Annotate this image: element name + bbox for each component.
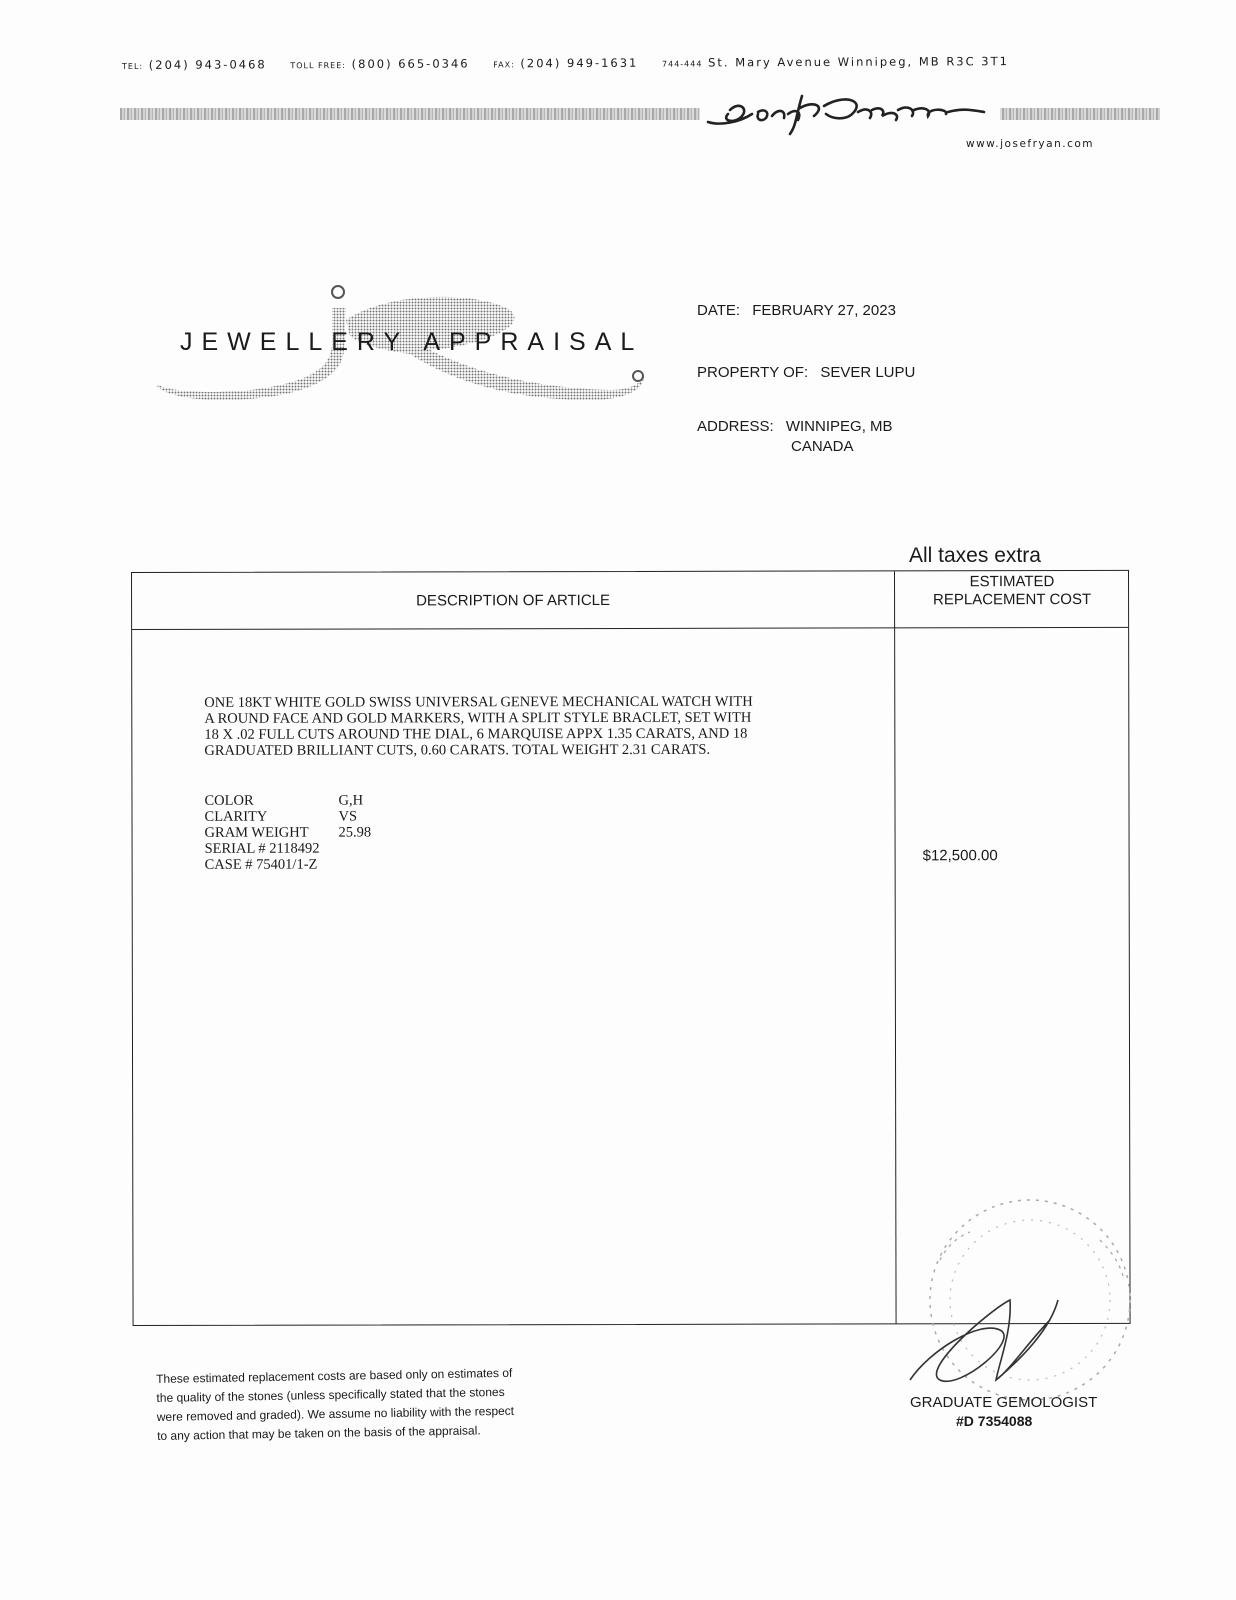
spec-label: GRAM WEIGHT: [204, 824, 309, 841]
property-row: [697, 364, 915, 381]
disclaimer-line: the quality of the stones (unless specifically stated that the stones: [156, 1384, 505, 1405]
letterhead-band: [120, 108, 1160, 120]
address-line1: WINNIPEG, MB: [785, 418, 893, 435]
property-value: SEVER LUPU: [820, 364, 916, 381]
disclaimer-line: were removed and graded). We assume no liability with the respect: [156, 1403, 515, 1424]
spec-label: SERIAL # 2118492: [204, 840, 320, 857]
description-line: ONE 18KT WHITE GOLD SWISS UNIVERSAL GENEVE MECHANICAL WATCH WITH: [204, 693, 753, 711]
header-divider: [132, 627, 1128, 630]
column-divider: [894, 571, 897, 1323]
date-row: [697, 302, 896, 319]
spec-value: G,H: [338, 792, 364, 809]
spec-color: [204, 792, 371, 808]
tel-number: (204) 943-0468: [148, 57, 267, 72]
replacement-cost-value: $12,500.00: [922, 847, 998, 865]
description-column-header: DESCRIPTION OF ARTICLE: [416, 591, 611, 610]
article-specs: [204, 792, 371, 872]
tollfree-number: (800) 665-0346: [351, 56, 470, 71]
website: www.josefryan.com: [966, 138, 1094, 150]
suite-number: 744-444: [661, 59, 703, 69]
description-line: 18 X .02 FULL CUTS AROUND THE DIAL, 6 MARQUISE APPX 1.35 CARATS, AND 18: [204, 725, 748, 743]
disclaimer: [156, 1363, 577, 1446]
disclaimer-line: These estimated replacement costs are based only on estimates of: [156, 1365, 513, 1386]
address-label: ADDRESS:: [697, 418, 774, 435]
spec-label: CLARITY: [204, 808, 268, 825]
tollfree-label: TOLL FREE:: [290, 61, 346, 71]
spec-value: 25.98: [338, 824, 372, 841]
description-line: A ROUND FACE AND GOLD MARKERS, WITH A SPLIT STYLE BRACLET, SET WITH: [204, 709, 752, 727]
signatory-title: GRADUATE GEMOLOGIST: [910, 1394, 1098, 1411]
taxes-note: All taxes extra: [909, 544, 1041, 567]
cost-header-line1: ESTIMATED: [969, 573, 1055, 591]
description-line: GRADUATED BRILLIANT CUTS, 0.60 CARATS. TOTAL WEIGHT 2.31 CARATS.: [204, 741, 711, 759]
fax-number: (204) 949-1631: [520, 55, 639, 71]
spec-label: COLOR: [204, 792, 254, 809]
spec-value: VS: [338, 808, 358, 825]
property-label: PROPERTY OF:: [697, 364, 809, 381]
letterhead-contact: [122, 54, 1009, 72]
street-address: St. Mary Avenue Winnipeg, MB R3C 3T1: [708, 54, 1009, 70]
fax-label: FAX:: [493, 60, 515, 70]
address-row: [697, 418, 893, 435]
appraisal-title: JEWELLERY APPRAISAL: [180, 328, 644, 356]
tel-label: TEL:: [121, 61, 144, 71]
address-line2: CANADA: [791, 438, 854, 455]
josef-ryan-logo: [700, 92, 1000, 138]
spec-serial: [205, 840, 372, 856]
date-label: DATE:: [697, 302, 741, 319]
date-value: FEBRUARY 27, 2023: [752, 302, 896, 319]
spec-clarity: [204, 808, 371, 824]
spec-label: CASE # 75401/1-Z: [204, 856, 318, 873]
gemologist-license: #D 7354088: [956, 1413, 1033, 1429]
spec-case: [205, 856, 372, 872]
cost-column-header: [894, 573, 1130, 609]
article-description: [204, 694, 814, 759]
cost-header-line2: REPLACEMENT COST: [932, 590, 1092, 609]
spec-gram-weight: [205, 824, 372, 840]
disclaimer-line: to any action that may be taken on the basis of the appraisal.: [157, 1423, 481, 1443]
